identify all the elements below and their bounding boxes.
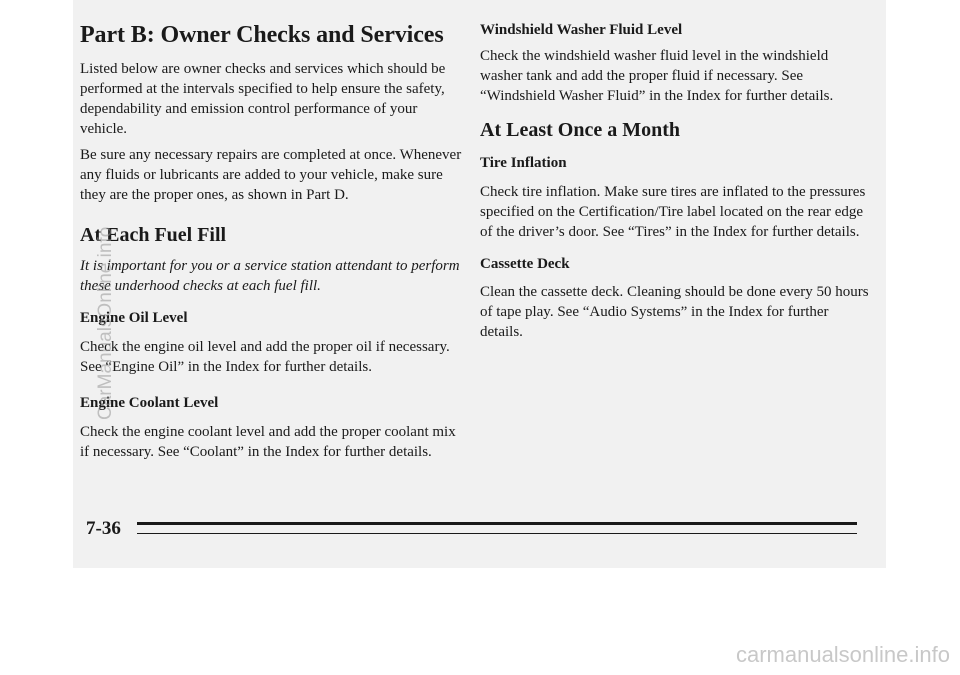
tire-inflation-text: Check tire inflation. Make sure tires are inflated to the pressures specified on the Certification/Tire label located on the rear edge of the driver’s door. See “Tires” in the Index for further details. bbox=[480, 184, 866, 240]
left-column bbox=[80, 0, 465, 462]
section-heading-monthly: At Least Once a Month bbox=[480, 119, 680, 141]
engine-coolant-heading: Engine Coolant Level bbox=[80, 395, 219, 411]
cassette-deck-text: Clean the cassette deck. Cleaning should be done every 50 hours of tape play. See “Audio Systems” in the Index for further details. bbox=[480, 284, 869, 340]
cassette-deck-heading: Cassette Deck bbox=[480, 256, 570, 272]
section-heading-fuel-fill: At Each Fuel Fill bbox=[80, 224, 227, 246]
page-number: 7-36 bbox=[86, 518, 121, 539]
watermark-bottom: carmanualsonline.info bbox=[735, 642, 950, 667]
intro-paragraph-1: Listed below are owner checks and services which should be performed at the intervals specified to help ensure the safety, dependability and emission control performance of your vehicle. bbox=[80, 61, 446, 137]
watermark-vertical: CarManualsOnline.info bbox=[95, 226, 116, 420]
engine-oil-text: Check the engine oil level and add the proper oil if necessary. See “Engine Oil” in the Index for further details. bbox=[80, 339, 450, 375]
page-title: Part B: Owner Checks and Services bbox=[80, 22, 444, 48]
engine-coolant-text: Check the engine coolant level and add the proper coolant mix if necessary. See “Coolant” in the Index for further details. bbox=[80, 424, 456, 460]
fuel-fill-note: It is important for you or a service station attendant to perform these underhood checks at each fuel fill. bbox=[80, 258, 460, 294]
footer-rule-thin bbox=[137, 533, 857, 534]
footer-rule-thick bbox=[137, 522, 857, 525]
washer-fluid-heading: Windshield Washer Fluid Level bbox=[480, 22, 683, 38]
tire-inflation-heading: Tire Inflation bbox=[480, 155, 567, 171]
engine-oil-heading: Engine Oil Level bbox=[80, 310, 188, 326]
intro-paragraph-2: Be sure any necessary repairs are completed at once. Whenever any fluids or lubricants are added to your vehicle, make sure they are the proper ones, as shown in Part D. bbox=[80, 147, 462, 203]
washer-fluid-text: Check the windshield washer fluid level in the windshield washer tank and add the proper fluid if necessary. See “Windshield Washer Fluid” in the Index for further details. bbox=[480, 48, 834, 104]
right-column bbox=[480, 0, 870, 342]
